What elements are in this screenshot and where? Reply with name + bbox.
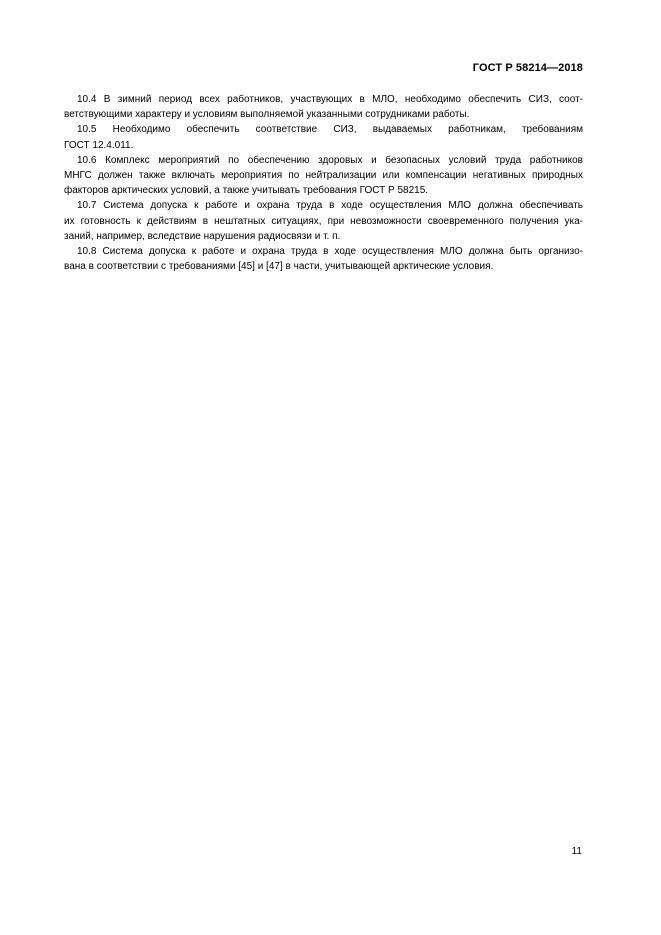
- page-number: 11: [571, 846, 582, 857]
- paragraph-10-7-line-3: заний, например, вследствие нарушения радиосвязи и т. п.: [64, 230, 341, 242]
- paragraph-10-5-line-2: ГОСТ 12.4.011.: [64, 139, 134, 151]
- paragraph-10-6-line-1: 10.6 Комплекс мероприятий по обеспечению здоровых и безопасных условий труда работников: [77, 154, 583, 166]
- paragraph-10-8-line-1: 10.8 Система допуска к работе и охрана труда в ходе осуществления МЛО должна быть организо-: [77, 245, 583, 257]
- paragraph-10-7-line-2: их готовность к действиям в нештатных ситуациях, при невозможности своевременного получения ука-: [64, 215, 583, 227]
- document-header-standard-id: ГОСТ Р 58214—2018: [472, 62, 583, 74]
- paragraph-10-6-line-3: факторов арктических условий, а также учитывать требования ГОСТ Р 58215.: [64, 185, 429, 197]
- paragraph-10-8-line-2: вана в соответствии с требованиями [45] и [47] в части, учитывающей арктические условия.: [64, 261, 494, 273]
- paragraph-10-4-line-2: ветствующими характеру и условиям выполняемой указанными сотрудниками работы.: [64, 109, 470, 121]
- paragraph-10-5-line-1: 10.5 Необходимо обеспечить соответствие СИЗ, выдаваемых работникам, требованиям: [77, 124, 583, 136]
- paragraph-10-4-line-1: 10.4 В зимний период всех работников, участвующих в МЛО, необходимо обеспечить СИЗ, соот-: [77, 94, 583, 105]
- paragraph-10-6-line-2: МНГС должен также включать мероприятия по нейтрализации или компенсации негативных природных: [64, 169, 583, 181]
- section-10-body: [64, 92, 583, 274]
- paragraph-10-7-line-1: 10.7 Система допуска к работе и охрана труда в ходе осуществления МЛО должна обеспечивать: [77, 200, 583, 212]
